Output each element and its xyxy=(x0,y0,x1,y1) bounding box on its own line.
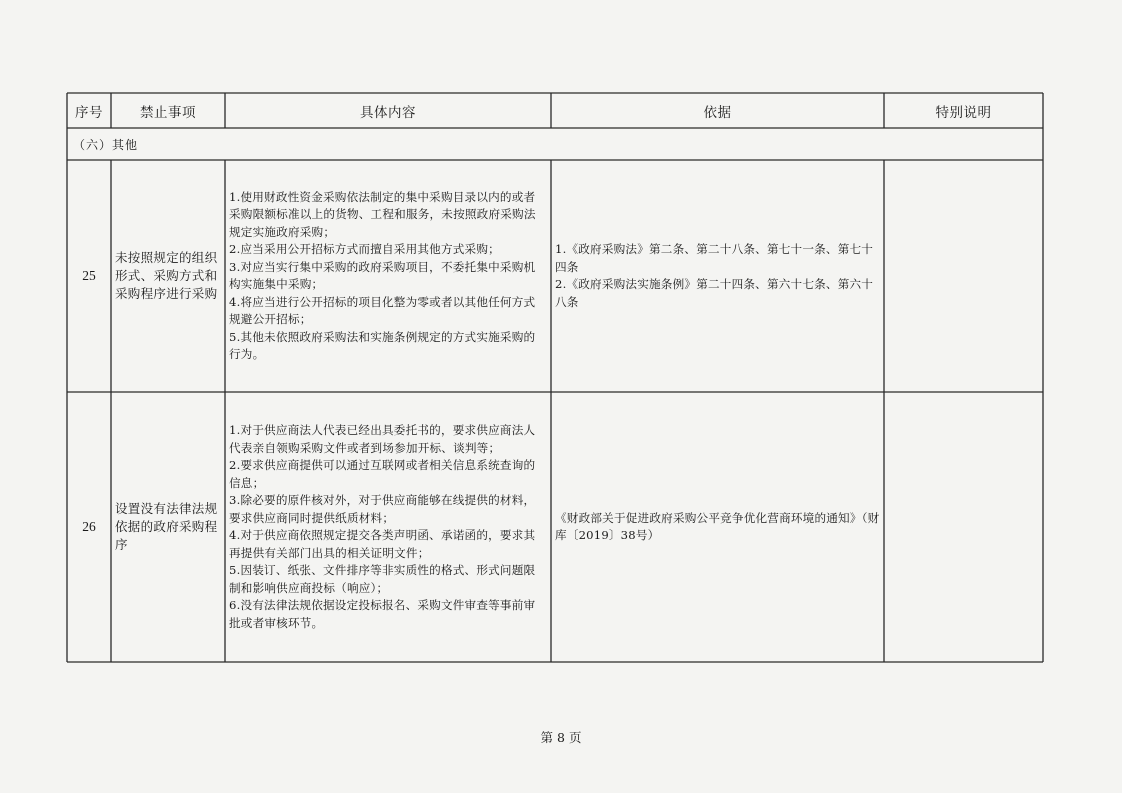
header-content: 具体内容 xyxy=(360,104,416,121)
row-25-basis-line: 1.《政府采购法》第二条、第二十八条、第七十一条、第七十四条 xyxy=(555,242,874,274)
row-25-basis-line: 2.《政府采购法实施条例》第二十四条、第六十七条、第六十八条 xyxy=(555,277,874,309)
row-25-item: 未按照规定的组织形式、采购方式和采购程序进行采购 xyxy=(115,250,218,301)
header-item: 禁止事项 xyxy=(140,104,196,121)
row-25-note xyxy=(884,160,1043,392)
row-25-content-line: 4.将应当进行公开招标的项目化整为零或者以其他任何方式规避公开招标； xyxy=(229,294,536,326)
row-25-content-line: 1.使用财政性资金采购依法制定的集中采购目录以内的或者采购限额标准以上的货物、工程和服务，未按照政府采购法规定实施政府采购； xyxy=(229,189,536,239)
row-26-index: 26 xyxy=(82,519,96,534)
section-label: （六）其他 xyxy=(73,137,139,152)
row-25-content-line: 5.其他未依照政府采购法和实施条例规定的方式实施采购的行为。 xyxy=(229,329,536,361)
header-note: 特别说明 xyxy=(935,104,992,121)
row-26-content-line: 6.没有法律法规依据设定投标报名、采购文件审查等事前审批或者审核环节。 xyxy=(229,598,536,630)
row-25-content-line: 2.应当采用公开招标方式而擅自采用其他方式采购； xyxy=(229,242,500,256)
row-26-content-line: 2.要求供应商提供可以通过互联网或者相关信息系统查询的信息； xyxy=(229,458,536,490)
row-25-content xyxy=(225,160,551,392)
row-26-basis xyxy=(551,392,884,662)
row-26-content xyxy=(225,392,551,662)
row-25-basis xyxy=(551,160,884,392)
page-number: 第 8 页 xyxy=(540,730,582,745)
row-26-content-line: 1.对于供应商法人代表已经出具委托书的，要求供应商法人代表亲自领购采购文件或者到场参加开标、谈判等； xyxy=(229,423,536,455)
row-25-content-line: 3.对应当实行集中采购的政府采购项目，不委托集中采购机构实施集中采购； xyxy=(229,259,536,291)
header-basis: 依据 xyxy=(703,104,732,121)
row-26-content-line: 4.对于供应商依照规定提交各类声明函、承诺函的，要求其再提供有关部门出具的相关证明文件； xyxy=(229,528,536,560)
row-26-content-line: 5.因装订、纸张、文件排序等非实质性的格式、形式问题限制和影响供应商投标（响应）； xyxy=(229,563,536,595)
header-index: 序号 xyxy=(75,104,103,121)
row-26-basis-line: 《财政部关于促进政府采购公平竞争优化营商环境的通知》（财库〔2019〕38号） xyxy=(555,510,880,542)
row-26-note xyxy=(884,392,1043,662)
row-26-item: 设置没有法律法规依据的政府采购程序 xyxy=(115,501,218,552)
row-26-content-line: 3.除必要的原件核对外，对于供应商能够在线提供的材料，要求供应商同时提供纸质材料； xyxy=(229,493,536,525)
row-25-index: 25 xyxy=(82,268,96,283)
